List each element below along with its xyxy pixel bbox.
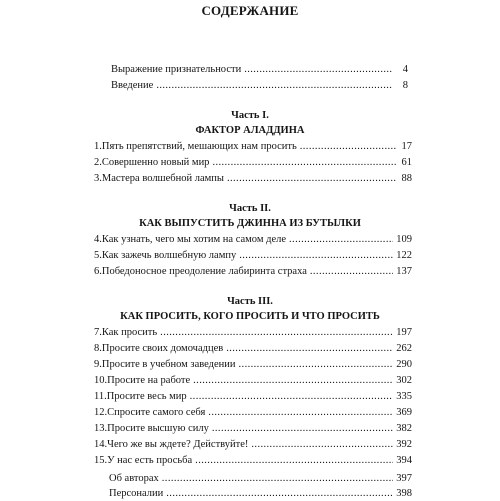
toc-entry-page: 122 bbox=[396, 250, 412, 261]
toc-entry-page: 137 bbox=[396, 266, 412, 277]
toc-entry-chapter-12[interactable] bbox=[94, 406, 412, 420]
toc-entry-page: 392 bbox=[396, 439, 412, 450]
toc-entry-title: Персоналии bbox=[109, 488, 164, 499]
toc-entry-page: 397 bbox=[396, 473, 412, 484]
toc-entry-title: Пять препятствий, мешающих нам просить bbox=[101, 141, 297, 152]
toc-entry-title: Об авторах bbox=[109, 473, 159, 484]
dot-leader bbox=[160, 326, 393, 340]
toc-entry-about-authors[interactable] bbox=[109, 472, 412, 486]
toc-entry-chapter-9[interactable] bbox=[94, 358, 412, 372]
dot-leader bbox=[212, 156, 397, 170]
part-2-name: КАК ВЫПУСТИТЬ ДЖИННА ИЗ БУТЫЛКИ bbox=[139, 218, 361, 229]
toc-entry-title: Как узнать, чего мы хотим на самом деле bbox=[101, 234, 287, 245]
chapter-number: 8. bbox=[94, 343, 102, 354]
dot-leader bbox=[166, 487, 393, 501]
chapter-number: 9. bbox=[94, 359, 102, 370]
toc-entry-title: Победоносное преодоление лабиринта страха bbox=[101, 266, 307, 277]
toc-entry-title: У нас есть просьба bbox=[107, 455, 193, 466]
part-1-name: ФАКТОР АЛАДДИНА bbox=[195, 125, 305, 136]
toc-entry-personalia[interactable] bbox=[109, 487, 412, 501]
toc-entry-introduction[interactable] bbox=[111, 79, 408, 93]
dot-leader bbox=[239, 358, 394, 372]
chapter-number: 10. bbox=[94, 375, 108, 386]
dot-leader bbox=[208, 406, 393, 420]
toc-entry-page: 109 bbox=[396, 234, 412, 245]
toc-entry-title: Выражение признательности bbox=[111, 64, 242, 75]
toc-entry-title: Просите своих домочадцев bbox=[101, 343, 224, 354]
toc-entry-chapter-14[interactable] bbox=[94, 438, 412, 452]
toc-entry-title: Просите весь мир bbox=[106, 391, 187, 402]
dot-leader bbox=[239, 249, 393, 263]
toc-entry-page: 8 bbox=[402, 80, 408, 91]
dot-leader bbox=[162, 472, 393, 486]
toc-entry-chapter-6[interactable] bbox=[94, 265, 412, 279]
dot-leader bbox=[190, 390, 394, 404]
chapter-number: 1. bbox=[94, 141, 102, 152]
dot-leader bbox=[289, 233, 393, 247]
chapter-number: 13. bbox=[94, 423, 108, 434]
toc-entry-page: 382 bbox=[396, 423, 412, 434]
dot-leader bbox=[244, 63, 393, 77]
toc-entry-chapter-10[interactable] bbox=[94, 374, 412, 388]
toc-entry-title: Просите на работе bbox=[107, 375, 191, 386]
toc-entry-page: 61 bbox=[401, 157, 412, 168]
contents-title: СОДЕРЖАНИЕ bbox=[201, 3, 299, 18]
chapter-number: 7. bbox=[94, 327, 102, 338]
toc-entry-chapter-5[interactable] bbox=[94, 249, 412, 263]
chapter-number: 14. bbox=[94, 439, 108, 450]
toc-entry-page: 17 bbox=[401, 141, 412, 152]
toc-entry-chapter-3[interactable] bbox=[94, 172, 412, 186]
toc-entry-page: 302 bbox=[396, 375, 412, 386]
chapter-number: 11. bbox=[94, 391, 107, 402]
part-3-label: Часть III. bbox=[227, 296, 273, 307]
toc-entry-title: Как зажечь волшебную лампу bbox=[101, 250, 237, 261]
chapter-number: 4. bbox=[94, 234, 102, 245]
toc-entry-title: Мастера волшебной лампы bbox=[101, 173, 224, 184]
toc-entry-page: 4 bbox=[402, 64, 408, 75]
chapter-number: 6. bbox=[94, 266, 102, 277]
part-2-label: Часть II. bbox=[229, 203, 271, 214]
toc-entry-chapter-4[interactable] bbox=[94, 233, 412, 247]
dot-leader bbox=[310, 265, 393, 279]
toc-entry-chapter-2[interactable] bbox=[94, 156, 412, 170]
toc-entry-chapter-11[interactable] bbox=[94, 390, 412, 404]
toc-entry-chapter-7[interactable] bbox=[94, 326, 412, 340]
toc-entry-page: 290 bbox=[396, 359, 412, 370]
toc-entry-chapter-13[interactable] bbox=[94, 422, 412, 436]
toc-entry-title: Совершенно новый мир bbox=[101, 157, 210, 168]
toc-entry-chapter-15[interactable] bbox=[94, 454, 412, 468]
chapter-number: 12. bbox=[94, 407, 108, 418]
chapter-number: 2. bbox=[94, 157, 102, 168]
chapter-number: 15. bbox=[94, 455, 108, 466]
toc-entry-acknowledgements[interactable] bbox=[111, 63, 408, 77]
dot-leader bbox=[193, 374, 393, 388]
dot-leader bbox=[212, 422, 393, 436]
toc-entry-page: 262 bbox=[396, 343, 412, 354]
toc-entry-title: Просите в учебном заведении bbox=[101, 359, 236, 370]
toc-entry-page: 394 bbox=[396, 455, 412, 466]
part-1-label: Часть I. bbox=[231, 110, 269, 121]
toc-entry-title: Как просить bbox=[101, 327, 158, 338]
toc-entry-title: Чего же вы ждете? Действуйте! bbox=[107, 439, 249, 450]
toc-entry-title: Просите высшую силу bbox=[107, 423, 209, 434]
dot-leader bbox=[226, 342, 393, 356]
dot-leader bbox=[156, 79, 393, 93]
toc-entry-page: 369 bbox=[396, 407, 412, 418]
toc-entry-chapter-8[interactable] bbox=[94, 342, 412, 356]
dot-leader bbox=[300, 140, 397, 154]
dot-leader bbox=[251, 438, 393, 452]
toc-entry-page: 197 bbox=[396, 327, 412, 338]
chapter-number: 5. bbox=[94, 250, 102, 261]
toc-entry-title: Спросите самого себя bbox=[107, 407, 206, 418]
toc-entry-page: 88 bbox=[401, 173, 412, 184]
toc-entry-chapter-1[interactable] bbox=[94, 140, 412, 154]
dot-leader bbox=[227, 172, 397, 186]
toc-entry-page: 398 bbox=[396, 488, 412, 499]
toc-entry-page: 335 bbox=[396, 391, 412, 402]
toc-entry-title: Введение bbox=[111, 80, 154, 91]
part-3-name: КАК ПРОСИТЬ, КОГО ПРОСИТЬ И ЧТО ПРОСИТЬ bbox=[120, 311, 380, 322]
dot-leader bbox=[195, 454, 393, 468]
chapter-number: 3. bbox=[94, 173, 102, 184]
